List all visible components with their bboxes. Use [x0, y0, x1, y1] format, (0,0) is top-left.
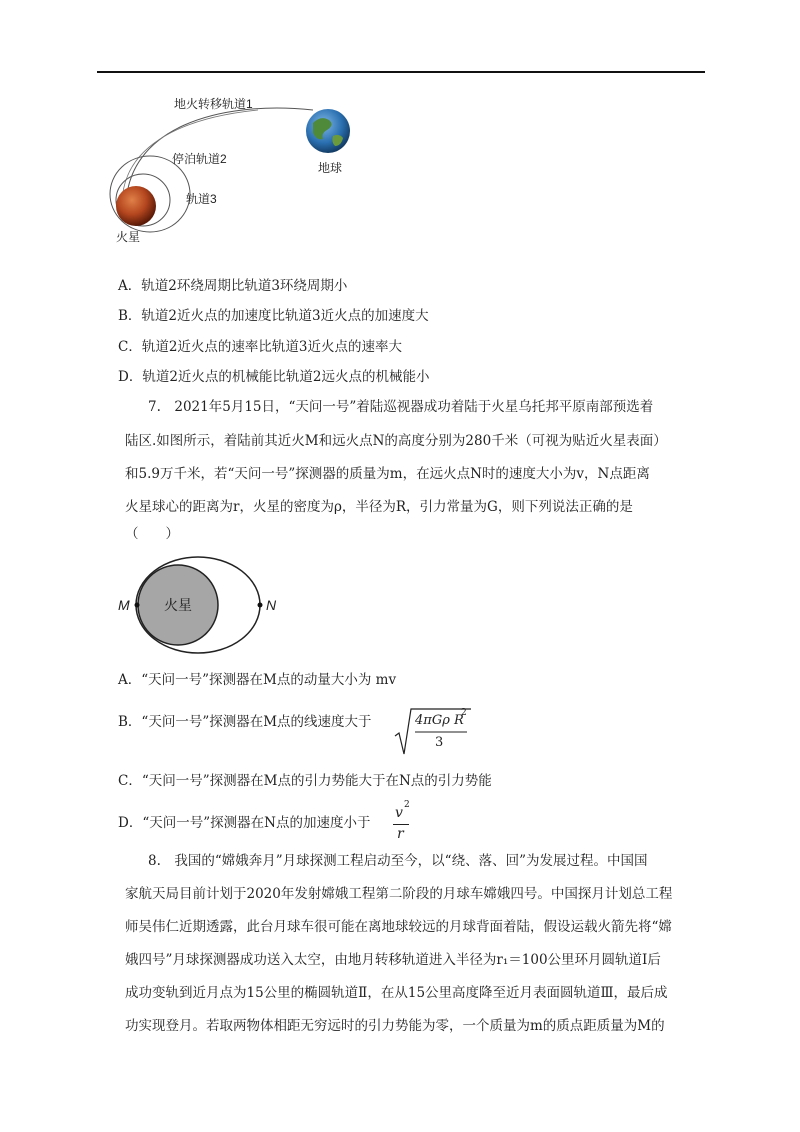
label-earth: 地球 [318, 161, 343, 175]
q8-line-6: 功实现登月。若取两物体相距无穷远时的引力势能为零，一个质量为m的质点距质量为M的 [125, 1018, 665, 1034]
q6-option-d: D．轨道2近火点的机械能比轨道2远火点的机械能小 [118, 369, 430, 385]
label-mars: 火星 [116, 230, 141, 244]
label-orbit-1: 地火转移轨道1 [174, 97, 253, 111]
orbit-transfer-figure [108, 88, 388, 248]
q7-option-c: C．“天问一号”探测器在M点的引力势能大于在N点的引力势能 [118, 773, 492, 789]
option-d-numerator: v [395, 805, 403, 821]
q7-option-a: A．“天问一号”探测器在M点的动量大小为 mv [118, 672, 397, 688]
q8-line-4: 娥四号”月球探测器成功送入太空，由地月转移轨道进入半径为r₁＝100公里环月圆轨道Ⅰ后 [125, 952, 661, 968]
option-d-exponent: 2 [404, 800, 410, 810]
option-d-denominator: r [397, 826, 404, 842]
q7-option-d-text: D．“天问一号”探测器在N点的加速度小于 [118, 815, 371, 831]
point-M [135, 603, 140, 608]
top-rule [97, 71, 705, 73]
option-b-denominator: 3 [435, 735, 444, 750]
q8-line-3: 师吴伟仁近期透露，此台月球车很可能在离地球较远的月球背面着陆，假设运载火箭先将“嫦 [125, 919, 672, 935]
option-b-numerator: 4πGρ R [415, 713, 464, 728]
q7-line-1: 7. 2021年5月15日，“天问一号”着陆巡视器成功着陆于火星乌托邦平原南部预选着 [148, 399, 654, 415]
label-orbit-3: 轨道3 [186, 192, 217, 206]
label-planet: 火星 [164, 597, 192, 613]
label-N: N [266, 597, 277, 613]
q6-option-a: A．轨道2环绕周期比轨道3环绕周期小 [118, 278, 348, 294]
label-orbit-2: 停泊轨道2 [172, 152, 227, 166]
mars-elliptical-orbit-figure [112, 550, 287, 660]
q7-line-3: 和5.9万千米，若“天问一号”探测器的质量为m，在远火点N时的速度大小为v，N点距离 [125, 466, 650, 482]
mars-planet [116, 186, 156, 226]
q8-line-2: 家航天局目前计划于2020年发射嫦娥工程第二阶段的月球车嫦娥四号。中国探月计划总工程 [125, 886, 673, 902]
q8-line-5: 成功变轨到近月点为15公里的椭圆轨道Ⅱ，在从15公里高度降至近月表面圆轨道Ⅲ，最后成 [125, 985, 668, 1001]
point-N [258, 603, 263, 608]
label-M: M [118, 597, 130, 613]
earth-planet [306, 109, 350, 153]
option-b-exponent: 2 [461, 708, 467, 718]
option-d-fraction-bar [393, 824, 409, 825]
q7-line-5: （ ） [125, 526, 179, 542]
q6-option-c: C．轨道2近火点的速率比轨道3近火点的速率大 [118, 339, 403, 355]
q7-option-b-formula [393, 706, 473, 762]
q7-option-b-text: B．“天问一号”探测器在M点的线速度大于 [118, 714, 372, 730]
q7-line-2: 陆区.如图所示，着陆前其近火M和远火点N的高度分别为280千米（可视为贴近火星表面） [125, 433, 667, 449]
q6-option-b: B．轨道2近火点的加速度比轨道3近火点的加速度大 [118, 308, 429, 324]
q7-line-4: 火星球心的距离为r，火星的密度为ρ，半径为R，引力常量为G，则下列说法正确的是 [125, 499, 633, 515]
q8-line-1: 8. 我国的“嫦娥奔月”月球探测工程启动至今，以“绕、落、回”为发展过程。中国国 [148, 853, 648, 869]
